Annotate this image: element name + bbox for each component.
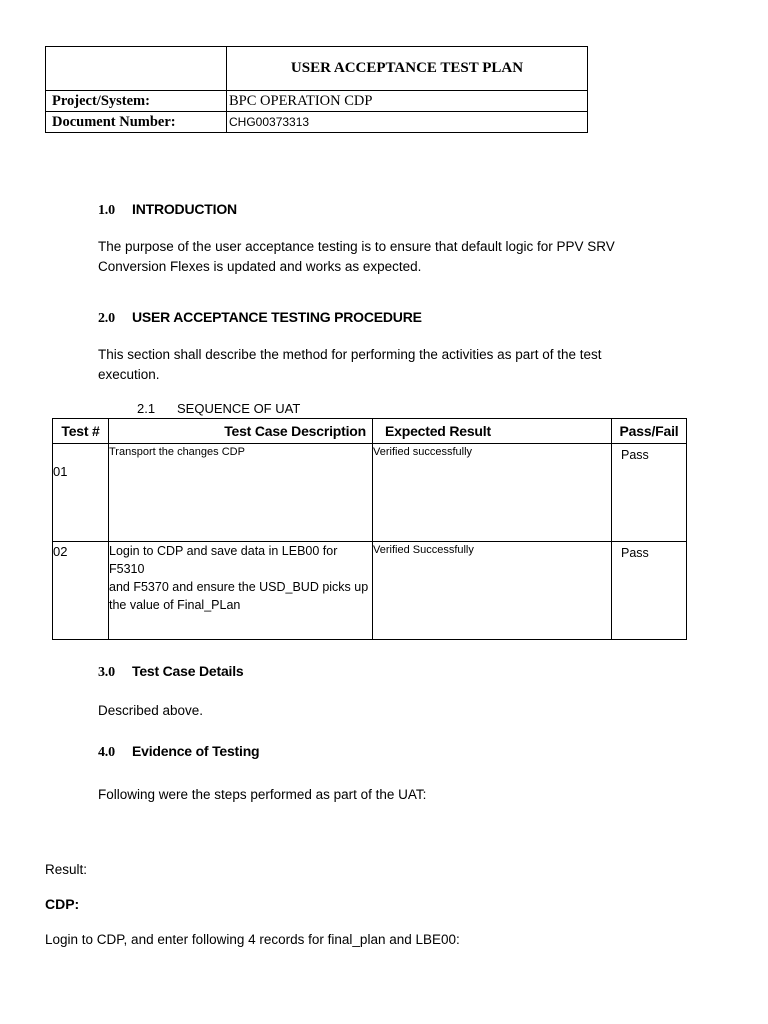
- section-3-number: 3.0: [98, 665, 115, 680]
- project-value: BPC OPERATION CDP: [227, 91, 588, 112]
- document-number-value: CHG00373313: [227, 112, 588, 133]
- section-3-title: Test Case Details: [132, 663, 244, 679]
- subsection-2-1-number: 2.1: [137, 401, 156, 416]
- section-4-number: 4.0: [98, 745, 115, 760]
- subsection-2-1-heading: [137, 401, 300, 416]
- test-description-line: the value of Final_PLan: [109, 598, 241, 612]
- expected-result: Verified successfully: [373, 446, 473, 458]
- section-3-heading: [98, 663, 244, 681]
- subsection-2-1-title: SEQUENCE OF UAT: [177, 401, 301, 416]
- section-1-title: INTRODUCTION: [132, 201, 237, 217]
- section-2-body-line: This section shall describe the method for performing the activities as part of the test: [98, 347, 602, 362]
- column-header-test-number: Test #: [53, 419, 109, 444]
- section-1-body-line: The purpose of the user acceptance testing is to ensure that default logic for PPV SRV: [98, 239, 615, 254]
- column-header-expected: Expected Result: [373, 419, 612, 444]
- section-4-title: Evidence of Testing: [132, 743, 260, 759]
- document-title: USER ACCEPTANCE TEST PLAN: [227, 47, 588, 91]
- table-row: [53, 444, 687, 542]
- column-header-pass-fail: Pass/Fail: [612, 419, 687, 444]
- section-4-heading: [98, 743, 259, 761]
- expected-result: Verified Successfully: [373, 544, 474, 556]
- document-number-label: Document Number:: [46, 112, 227, 133]
- section-1-body: [98, 237, 615, 277]
- section-2-body: [98, 345, 602, 385]
- test-description: Transport the changes CDP: [109, 446, 245, 458]
- test-description-line: Login to CDP and save data in LEB00 for F5310: [109, 544, 338, 576]
- section-4-body: Following were the steps performed as part of the UAT:: [98, 787, 427, 802]
- section-2-body-line: execution.: [98, 367, 160, 382]
- test-number: 01: [53, 464, 68, 479]
- pass-fail-result: Pass: [621, 546, 649, 560]
- cdp-instruction: Login to CDP, and enter following 4 records for final_plan and LBE00:: [45, 932, 460, 947]
- table-header-row: [53, 419, 687, 444]
- section-1-heading: [98, 201, 237, 219]
- column-header-description: Test Case Description: [109, 419, 373, 444]
- section-1-body-line: Conversion Flexes is updated and works as expected.: [98, 259, 422, 274]
- section-2-heading: [98, 309, 422, 327]
- test-number: 02: [53, 544, 68, 559]
- table-row: [53, 542, 687, 640]
- pass-fail-result: Pass: [621, 448, 649, 462]
- result-label: Result:: [45, 862, 88, 877]
- test-description-line: and F5370 and ensure the USD_BUD picks up: [109, 580, 369, 594]
- section-1-number: 1.0: [98, 203, 115, 218]
- section-2-number: 2.0: [98, 311, 115, 326]
- section-3-body: Described above.: [98, 703, 204, 718]
- header-table: [45, 46, 588, 133]
- header-blank-cell: [46, 47, 227, 91]
- uat-sequence-table: [52, 418, 687, 640]
- cdp-label: CDP:: [45, 896, 80, 912]
- project-label: Project/System:: [46, 91, 227, 112]
- section-2-title: USER ACCEPTANCE TESTING PROCEDURE: [132, 309, 422, 325]
